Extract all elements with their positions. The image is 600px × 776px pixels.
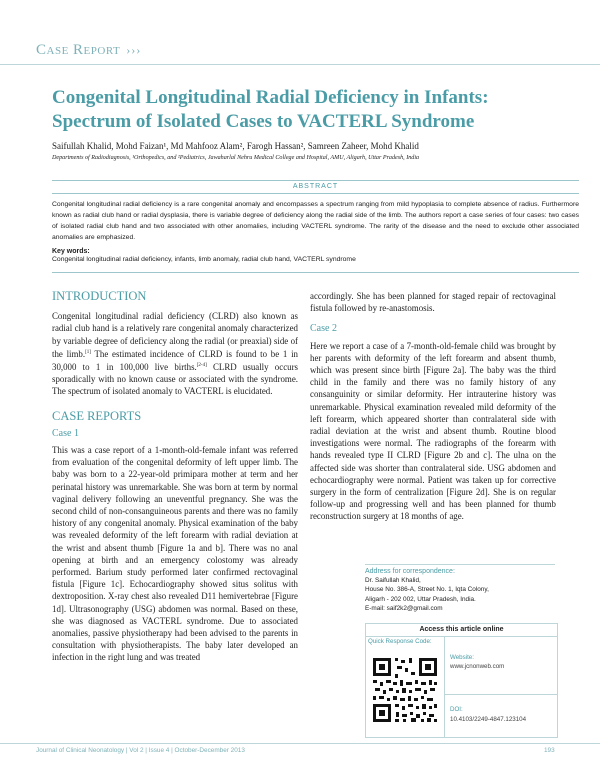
citation-ref-1: [1]	[85, 349, 91, 355]
correspondence-line-2: House No. 386-A, Street No. 1, Iqta Colony,	[365, 586, 489, 594]
case-1-heading: Case 1	[52, 427, 79, 439]
chevron-icon: ›››	[126, 43, 142, 57]
case-2-text: Here we report a case of a 7-month-old-female child was brought by her parents with deformity of the left forearm and absent thumb, which was present since birth [Figure 2a]. The baby was the third child in the family and there was no family history of any consanguinity or similar deformity. Her intrauterine history was unremarkable. Physical examination revealed mild deformity of the left forearm, which appeared shorter than contralateral side with radial deviation at the wrist and absent thumb. Routine blood investigations were normal. The radiographs of the forearm with hands revealed type II CLRD [Figure 2b and c]. The ulna on the affected side was shorter than contralateral side. USG abdomen and echocardiography were normal. Patient was taken up for corrective surgery in the form of centralization [Figure 2d]. She is on regular follow-up and progressing well and has been planned for thumb reconstruction surgery at 18 months of age.	[310, 340, 556, 522]
abstract-section	[52, 180, 579, 265]
access-online-box	[365, 623, 558, 738]
article-title	[52, 86, 572, 134]
citation-ref-2: [2-4]	[196, 362, 207, 368]
correspondence-heading: Address for correspondence:	[365, 568, 455, 575]
website-link[interactable]: www.jcnonweb.com	[450, 663, 505, 670]
title-line-1: Congenital Longitudinal Radial Deficiency in Infants:	[52, 87, 489, 108]
left-column	[52, 290, 298, 664]
doi-value[interactable]: 10.4103/2249-4847.123104	[450, 716, 527, 723]
case-1-continuation: accordingly. She has been planned for staged repair of rectovaginal fistula followed by re-anastomosis.	[310, 291, 556, 314]
case-2-heading: Case 2	[310, 323, 337, 335]
doi-label: DOI:	[450, 706, 463, 713]
section-label-text: Case Report	[36, 42, 121, 58]
qr-label: Quick Response Code:	[368, 638, 432, 645]
introduction-paragraph	[52, 310, 298, 397]
access-heading: Access this article online	[366, 624, 557, 637]
access-divider-horizontal	[445, 694, 557, 695]
correspondence-email[interactable]: E-mail: saif2k2@gmail.com	[365, 604, 443, 612]
access-divider-vertical	[444, 636, 445, 737]
abstract-text: Congenital longitudinal radial deficiency is a rare congenital anomaly and encompasses a spectrum ranging from mild hypoplasia to complete absence of radius. Furthermore known as radial club hand or radial dysplasia, there is variable degree of deficiency along the radial side of the limb. The authors report a case series of four cases: two cases of isolated radial club hand and two associated with other anomalies, including VACTERL syndrome. The rarity of the disease and the need to exclude other associated anomalies are emphasized.	[52, 201, 579, 241]
introduction-heading: INTRODUCTION	[52, 289, 147, 303]
intro-text-b: The estimated incidence of CLRD is found to be 1 in 30,000 to 1 in 100,000 live births.	[52, 348, 298, 372]
affiliation: Departments of Radiodiagnosis, ¹Orthopedics, and ²Pediatrics, Jawaharlal Nehru Medical College and Hospital, AMU, Aligarh, Uttar Pradesh, India	[52, 155, 420, 161]
header-rule	[0, 64, 600, 65]
abstract-rule	[52, 272, 579, 273]
intro-text-c: CLRD usually occurs sporadically with no known cause or associated with the syndrome. The spectrum of isolated anomaly to VACTERL is elucidated.	[52, 361, 298, 397]
case-1-text: This was a case report of a 1-month-old-female infant was referred from evaluation of the congenital deformity of left upper limb. The baby was born to a 22-year-old primipara mother at term and her perinatal history was unremarkable. She was born at term by normal vaginal delivery following an uneventful pregnancy. She was the second child of non-consanguineous parents and there was no family history of any congenital anomaly. Physical examination of the baby was revealed deformity of the left forearm with radial deviation at the wrist and absent thumb [Figure 1a and b]. There was no anal opening at birth and an emergency colostomy was already performed. Barium study performed later confirmed rectovaginal fistula [Figure 1c]. Echocardiography showed situs solitus with dextroposition. X-ray chest also revealed D11 hemivertebrae [Figure 1d]. Ultrasonography (USG) abdomen was normal. Based on these, she was diagnosed as VACTERL syndrome. Due to associated anomalies, passive physiotherapy had been advised to the parents in consultation with physiotherapists. The baby later developed an infection in the right lung and was treated	[52, 444, 298, 663]
title-line-2: Spectrum of Isolated Cases to VACTERL Syndrome	[52, 111, 475, 132]
journal-footer: Journal of Clinical Neonatology | Vol 2 | Issue 4 | October-December 2013	[36, 747, 245, 754]
correspondence-line-3: Aligarh - 202 002, Uttar Pradesh, India.	[365, 595, 476, 603]
intro-text-a: Congenital longitudinal radial deficiency (CLRD) also known as radial club hand is a relatively rare congenital anomaly characterized by variable degree of deficiency along the radial (or preaxial) side of the limb.	[52, 311, 298, 359]
keywords-heading: Key words:	[52, 248, 90, 255]
case-reports-heading: CASE REPORTS	[52, 408, 142, 423]
correspondence-block	[365, 564, 555, 613]
right-column	[310, 290, 556, 523]
author-list: Saifullah Khalid, Mohd Faizan¹, Md Mahfooz Alam², Farogh Hassan², Samreen Zaheer, Mohd Khalid	[52, 141, 419, 151]
qr-code-icon[interactable]	[371, 648, 439, 732]
keywords-text: Congenital longitudinal radial deficiency, infants, limb anomaly, radial club hand, VACTERL syndrome	[52, 256, 356, 263]
page-number: 193	[544, 747, 555, 754]
correspondence-line-1: Dr. Saifullah Khalid,	[365, 577, 421, 585]
footer-rule	[0, 743, 600, 744]
website-label: Website:	[450, 654, 474, 661]
abstract-heading: ABSTRACT	[52, 180, 579, 194]
section-label	[36, 42, 141, 59]
